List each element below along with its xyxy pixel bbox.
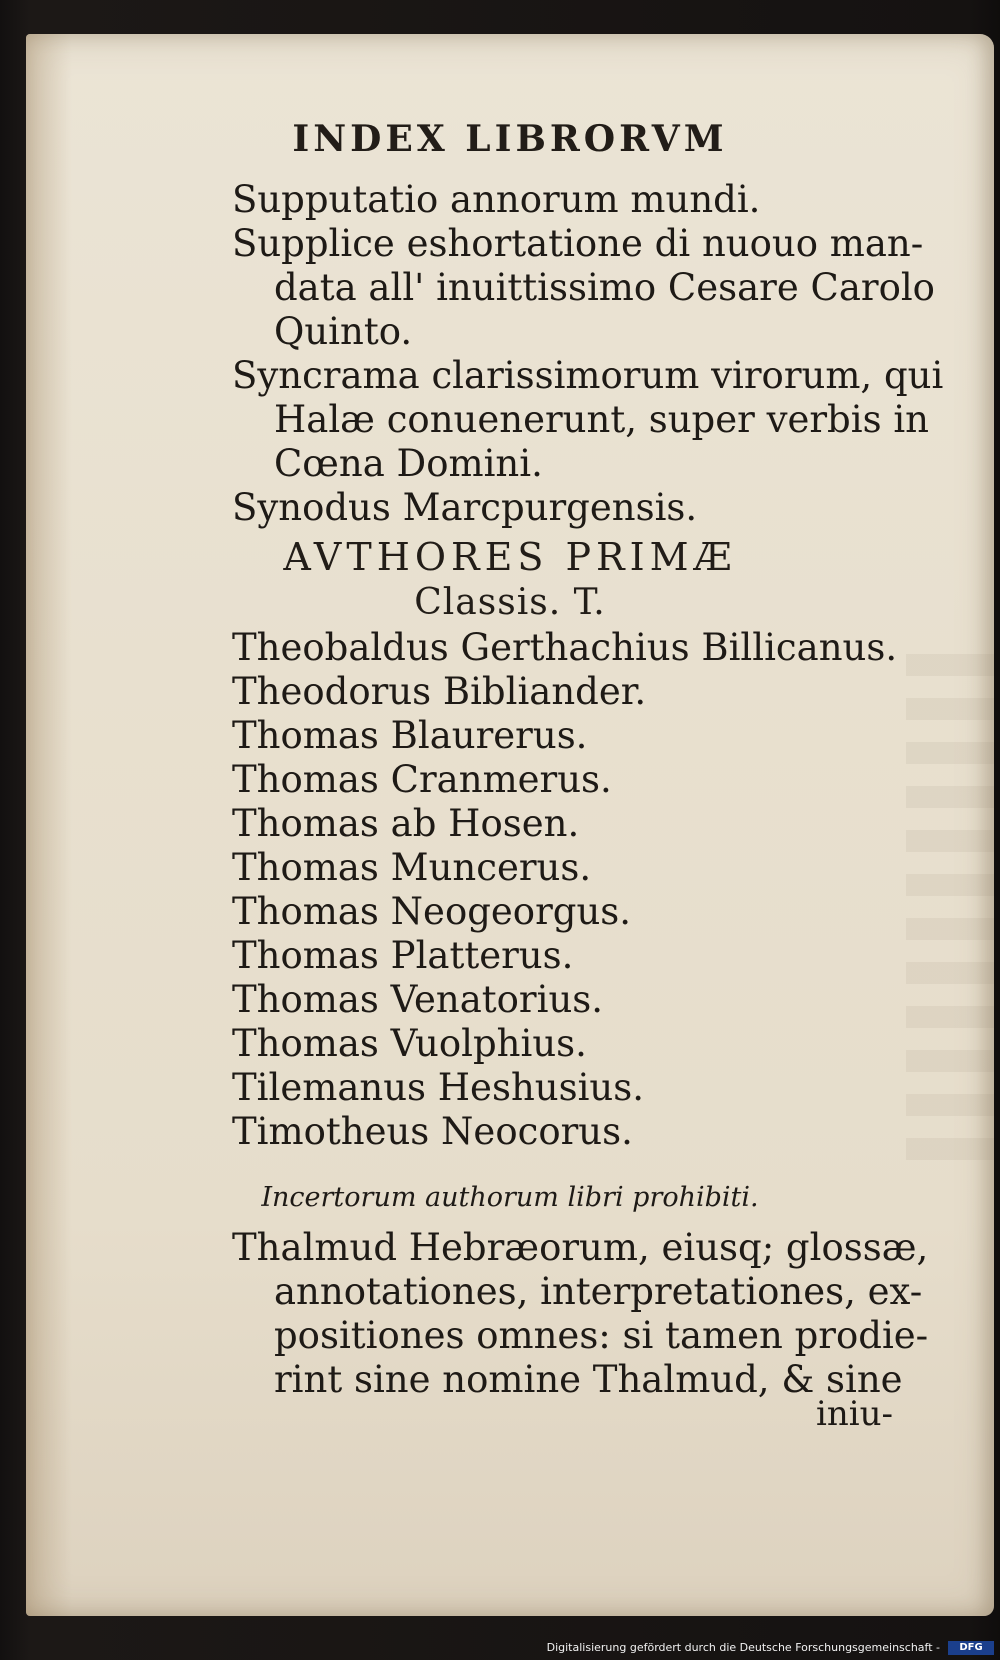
entry-line: Supputatio annorum mundi. <box>232 178 761 221</box>
entry-line: rint sine nomine Thalmud, & sine <box>274 1358 903 1401</box>
section-heading-authors <box>26 534 994 626</box>
author-name: Thomas Blaurerus. <box>232 714 588 757</box>
author-name: Thomas Cranmerus. <box>232 758 612 801</box>
entry-line: Synodus Marcpurgensis. <box>232 486 698 529</box>
entry-line: Cœna Domini. <box>274 442 543 485</box>
entry-syncrama <box>26 354 944 486</box>
entry-supplice <box>26 222 935 354</box>
entry-line: Syncrama clarissimorum virorum, qui <box>232 354 944 397</box>
entry-line: Quinto. <box>274 310 413 353</box>
author-name: Timotheus Neocorus. <box>232 1110 633 1153</box>
section-subtitle: Classis. T. <box>414 582 606 623</box>
entry-thalmud <box>26 1226 929 1402</box>
page-text <box>26 34 994 1616</box>
author-name: Thomas Neogeorgus. <box>232 890 632 933</box>
author-name: Thomas Platterus. <box>232 934 574 977</box>
entry-line: annotationes, interpretationes, ex- <box>274 1270 923 1313</box>
author-name: Tilemanus Heshusius. <box>232 1066 645 1109</box>
dfg-logo: DFG <box>948 1641 994 1655</box>
entry-synodus <box>26 486 926 530</box>
author-name: Thomas Muncerus. <box>232 846 592 889</box>
catchword: iniu- <box>816 1394 894 1434</box>
author-name: Theobaldus Gerthachius Billicanus. <box>232 626 898 669</box>
author-name: Thomas ab Hosen. <box>232 802 580 845</box>
digitization-credit: Digitalisierung gefördert durch die Deutsche Forschungsgemeinschaft - <box>546 1641 940 1654</box>
entry-line: Halæ conuenerunt, super verbis in <box>274 398 929 441</box>
entry-supputatio <box>26 178 926 222</box>
author-name: Theodorus Bibliander. <box>232 670 647 713</box>
running-header: INDEX LIBRORVM <box>292 118 728 160</box>
incertorum-heading: Incertorum authorum libri prohibiti. <box>261 1182 759 1213</box>
author-name: Thomas Vuolphius. <box>232 1022 587 1065</box>
book-page <box>26 34 994 1616</box>
entry-line: data all' inuittissimo Cesare Carolo <box>274 266 935 309</box>
section-title: AVTHORES PRIMÆ <box>283 535 737 579</box>
entry-line: positiones omnes: si tamen prodie- <box>274 1314 929 1357</box>
entry-line: Supplice eshortatione di nuouo man- <box>232 222 924 265</box>
author-name: Thomas Venatorius. <box>232 978 604 1021</box>
entry-line: Thalmud Hebræorum, eiusq; glossæ, <box>232 1226 929 1269</box>
